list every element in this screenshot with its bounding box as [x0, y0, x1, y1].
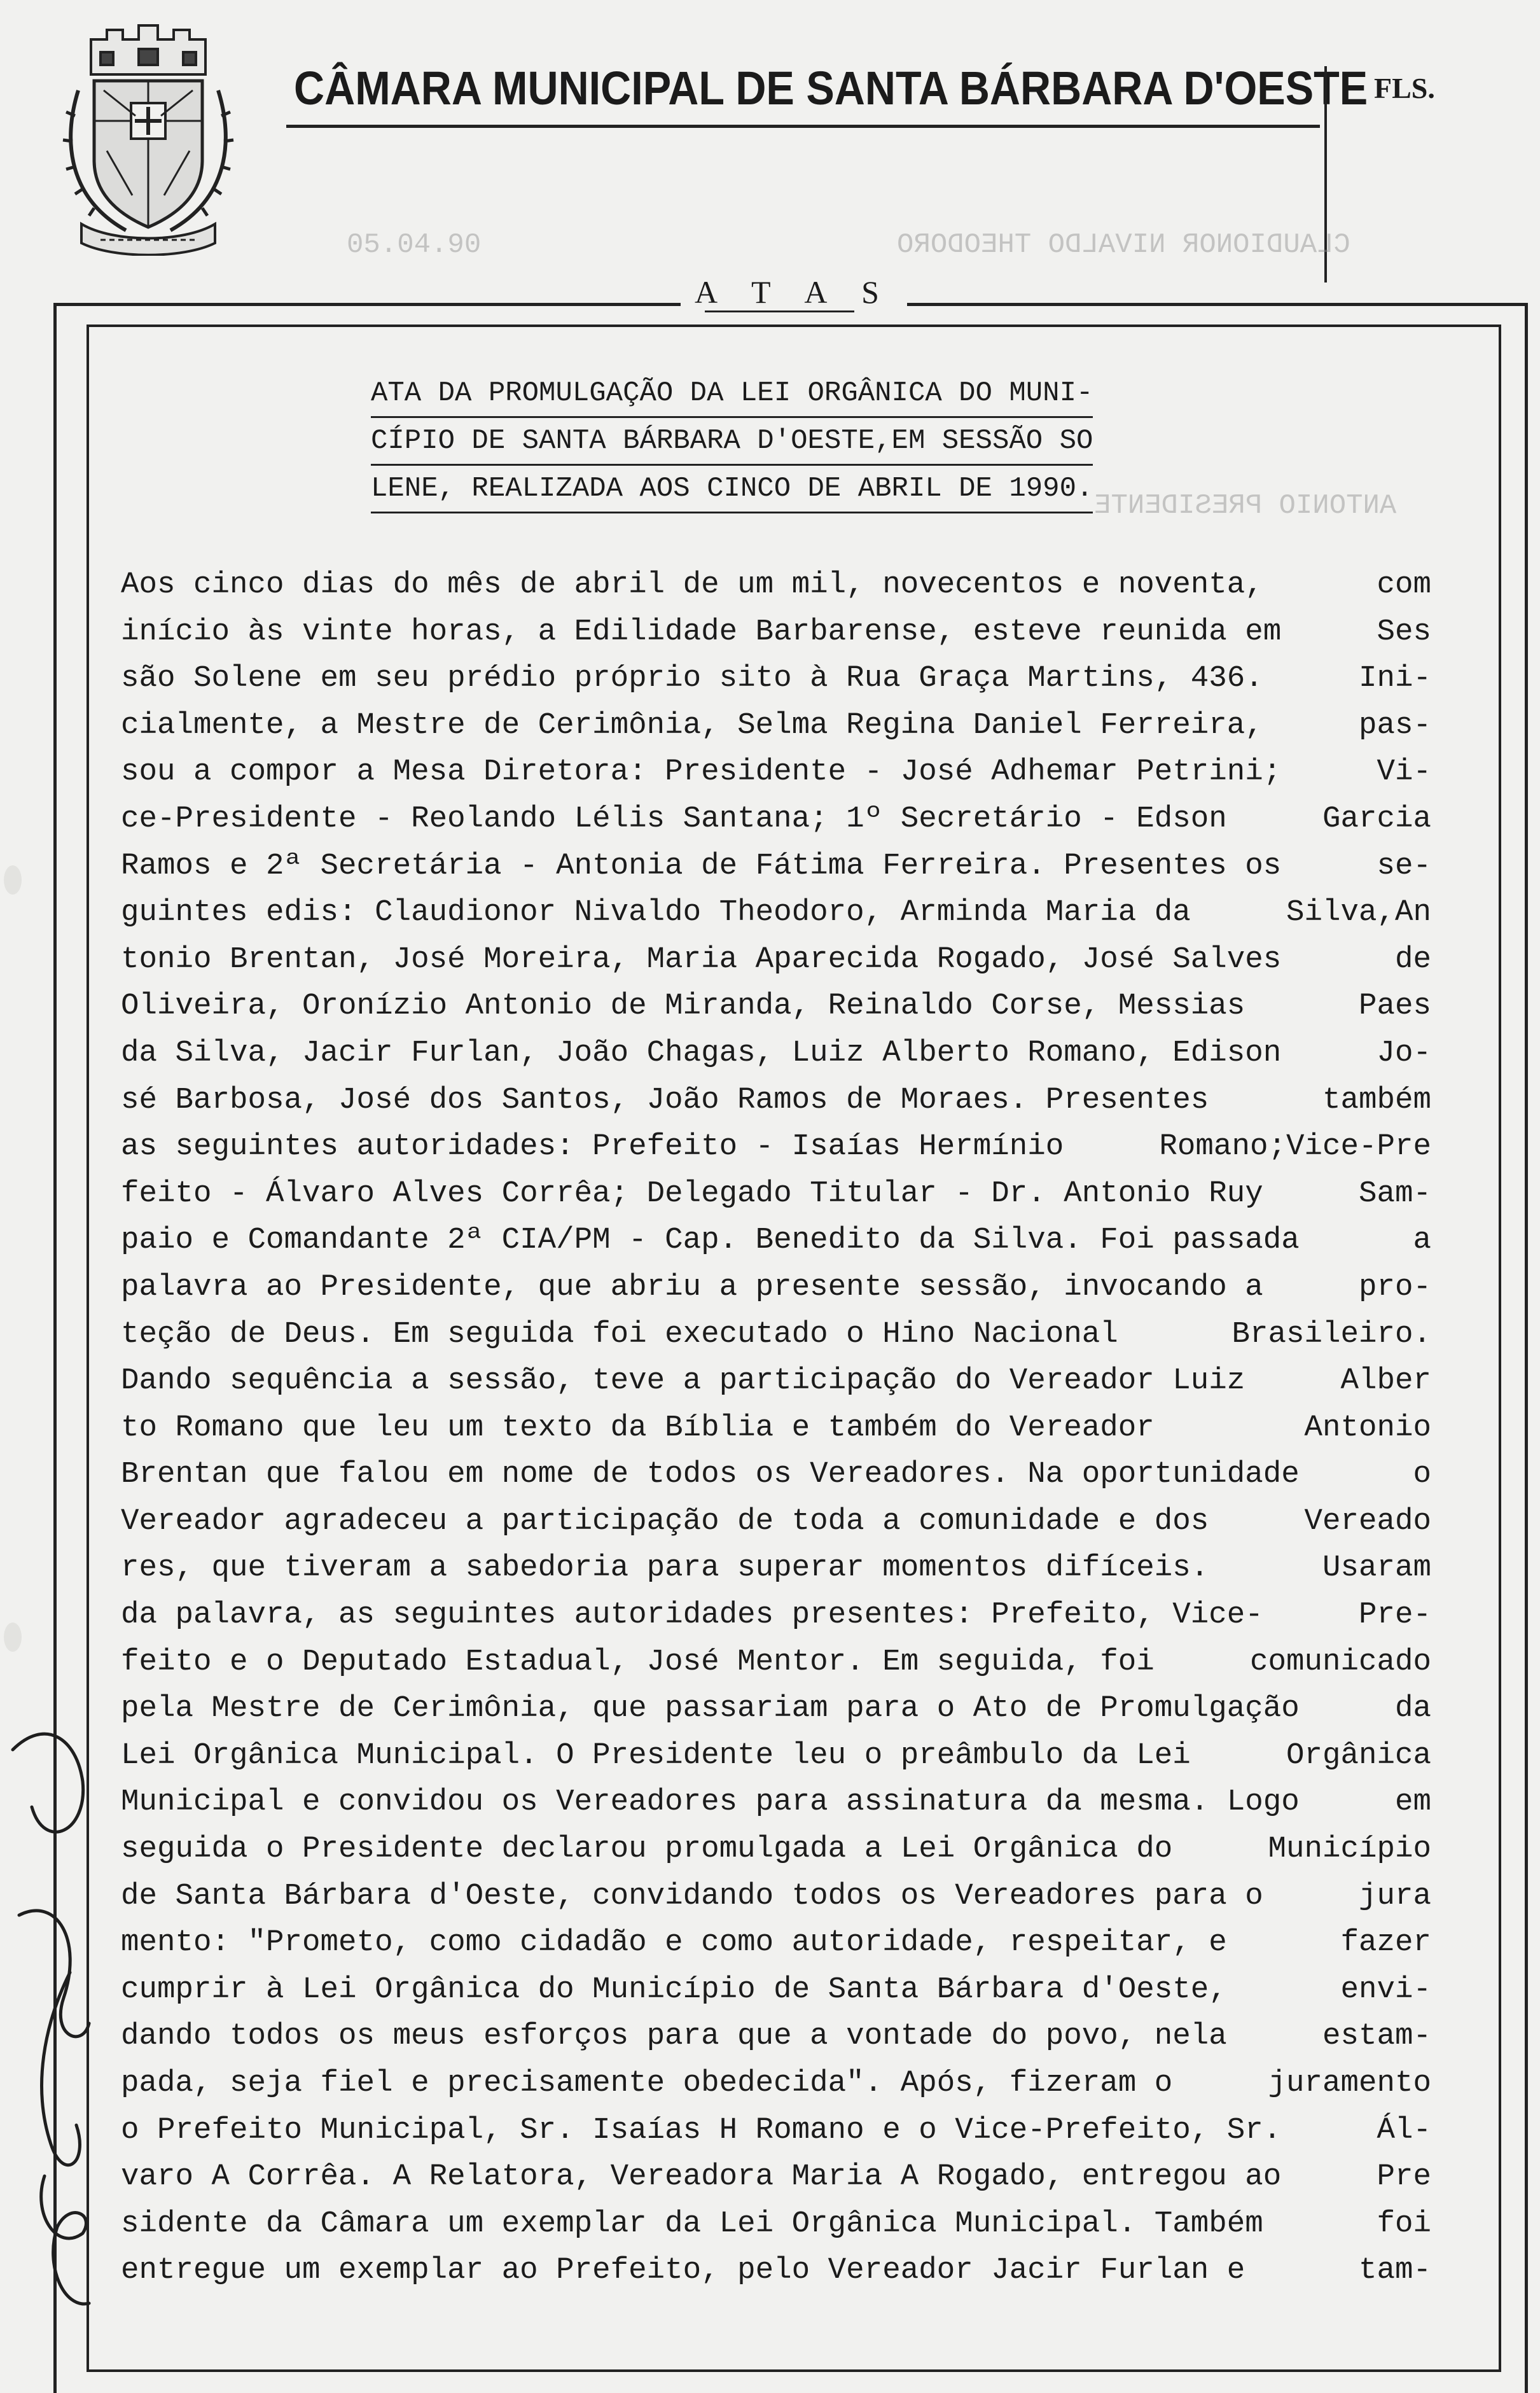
body-line-end: Pre [1377, 2159, 1431, 2194]
body-line-text: teção de Deus. Em seguida foi executado o Hino Nacional [121, 1316, 1118, 1351]
body-line [121, 2060, 1431, 2107]
body-line-end: Ini- [1358, 661, 1431, 696]
body-line-end: Usaram [1322, 1551, 1431, 1586]
body-line-end: Vi- [1377, 755, 1431, 790]
body-line [121, 1639, 1431, 1686]
body-line [121, 1405, 1431, 1452]
body-line-text: feito - Álvaro Alves Corrêa; Delegado Titular - Dr. Antonio Ruy [121, 1176, 1263, 1211]
body-line-text: seguida o Presidente declarou promulgada a Lei Orgânica do [121, 1832, 1173, 1867]
body-line-end: Paes [1358, 989, 1431, 1024]
body-line-text: entregue um exemplar ao Prefeito, pelo Vereador Jacir Furlan e [121, 2253, 1245, 2288]
body-line-end: Ses [1377, 614, 1431, 649]
folio-label: FLS. [1374, 72, 1435, 104]
body-line [121, 1592, 1431, 1639]
body-line [121, 749, 1431, 796]
body-line-end: se- [1377, 848, 1431, 883]
body-line-text: sidente da Câmara um exemplar da Lei Orgânica Municipal. Também [121, 2206, 1263, 2241]
body-line-text: as seguintes autoridades: Prefeito - Isaías Hermínio [121, 1129, 1064, 1164]
body-line-end: a [1413, 1223, 1431, 1258]
body-line-end: Ál- [1377, 2112, 1431, 2147]
punch-hole [4, 865, 22, 895]
body-line-end: Garcia [1322, 801, 1431, 836]
body-line [121, 2201, 1431, 2248]
body-line-text: guintes edis: Claudionor Nivaldo Theodoro, Arminda Maria da [121, 895, 1191, 930]
body-line-text: palavra ao Presidente, que abriu a presente sessão, invocando a [121, 1269, 1263, 1304]
body-line [121, 1873, 1431, 1920]
body-line-end: Silva,An [1286, 895, 1431, 930]
body-line-text: mento: "Prometo, como cidadão e como autoridade, respeitar, e [121, 1925, 1227, 1960]
body-line-text: sé Barbosa, José dos Santos, João Ramos de Moraes. Presentes [121, 1082, 1209, 1117]
body-line [121, 937, 1431, 984]
body-line [121, 1779, 1431, 1826]
document-title [371, 370, 1163, 513]
document-title-line: ATA DA PROMULGAÇÃO DA LEI ORGÂNICA DO MUNI- [371, 370, 1093, 418]
body-line [121, 1920, 1431, 1967]
body-line-end: estam- [1322, 2019, 1431, 2054]
body-line-text: paio e Comandante 2ª CIA/PM - Cap. Benedito da Silva. Foi passada [121, 1223, 1300, 1258]
body-line-end: pas- [1358, 708, 1431, 743]
body-line-end: comunicado [1249, 1644, 1431, 1679]
body-line-end: Sam- [1358, 1176, 1431, 1211]
body-line [121, 1451, 1431, 1498]
body-line-text: de Santa Bárbara d'Oeste, convidando todos os Vereadores para o [121, 1878, 1263, 1913]
body-line-end: Pre- [1358, 1598, 1431, 1633]
body-line-end: envi- [1340, 1972, 1431, 2007]
body-line [121, 1498, 1431, 1545]
body-line-text: dando todos os meus esforços para que a vontade do povo, nela [121, 2019, 1227, 2054]
body-line-text: Oliveira, Oronízio Antonio de Miranda, Reinaldo Corse, Messias [121, 989, 1245, 1024]
body-line [121, 609, 1431, 656]
body-line-end: Alber [1340, 1364, 1431, 1399]
body-line-text: ce-Presidente - Reolando Lélis Santana; 1º Secretário - Edson [121, 801, 1227, 836]
body-line [121, 1545, 1431, 1592]
body-line [121, 1171, 1431, 1218]
punch-hole [4, 1622, 22, 1652]
margin-signature [6, 1642, 102, 2341]
body-line-end: Antonio [1304, 1410, 1431, 1445]
body-line-end: foi [1377, 2206, 1431, 2241]
body-line-text: feito e o Deputado Estadual, José Mentor. Em seguida, foi [121, 1644, 1155, 1679]
body-line-end: Vereado [1304, 1503, 1431, 1538]
body-line-text: da Silva, Jacir Furlan, João Chagas, Luiz Alberto Romano, Edison [121, 1035, 1282, 1070]
body-line-end: tam- [1358, 2253, 1431, 2288]
body-line-end: Município [1268, 1832, 1431, 1867]
body-line [121, 655, 1431, 702]
body-line [121, 796, 1431, 843]
body-line-text: Municipal e convidou os Vereadores para assinatura da mesma. Logo [121, 1785, 1300, 1820]
body-line [121, 1733, 1431, 1780]
body-line-end: o [1413, 1457, 1431, 1492]
body-line-text: são Solene em seu prédio próprio sito à Rua Graça Martins, 436. [121, 661, 1263, 696]
body-line-text: Lei Orgânica Municipal. O Presidente leu o preâmbulo da Lei [121, 1738, 1191, 1773]
body-line [121, 1358, 1431, 1405]
municipal-crest-logo [56, 14, 240, 256]
body-line-text: pela Mestre de Cerimônia, que passariam para o Ato de Promulgação [121, 1691, 1300, 1726]
body-line [121, 2154, 1431, 2201]
body-line-text: res, que tiveram a sabedoria para superar momentos difíceis. [121, 1551, 1209, 1586]
body-line [121, 983, 1431, 1030]
body-line-end: jura [1358, 1878, 1431, 1913]
body-line-text: Dando sequência a sessão, teve a participação do Vereador Luiz [121, 1364, 1245, 1399]
body-line-end: da [1394, 1691, 1431, 1726]
body-line-end: Jo- [1377, 1035, 1431, 1070]
bleed-through-signature-caption: ANTONIO PRESIDENTE [1094, 490, 1397, 522]
body-line-text: pada, seja fiel e precisamente obedecida". Após, fizeram o [121, 2066, 1173, 2100]
body-line-text: da palavra, as seguintes autoridades presentes: Prefeito, Vice- [121, 1598, 1263, 1633]
body-line-text: Vereador agradeceu a participação de toda a comunidade e dos [121, 1503, 1209, 1538]
body-line-text: cialmente, a Mestre de Cerimônia, Selma Regina Daniel Ferreira, [121, 708, 1263, 743]
body-line-end: Orgânica [1286, 1738, 1431, 1773]
body-line-text: o Prefeito Municipal, Sr. Isaías H Romano e o Vice-Prefeito, Sr. [121, 2112, 1282, 2147]
body-line [121, 1826, 1431, 1873]
section-heading-underline [705, 310, 854, 312]
body-line-text: Brentan que falou em nome de todos os Vereadores. Na oportunidade [121, 1457, 1300, 1492]
body-line-end: com [1377, 568, 1431, 602]
body-line-end: Brasileiro. [1231, 1316, 1431, 1351]
section-heading: A T A S [681, 274, 907, 310]
body-line-end: juramento [1268, 2066, 1431, 2100]
body-line [121, 1124, 1431, 1171]
body-line [121, 2107, 1431, 2154]
body-line-end: também [1322, 1082, 1431, 1117]
body-line [121, 1311, 1431, 1358]
body-line [121, 1030, 1431, 1077]
body-line [121, 702, 1431, 750]
body-line [121, 562, 1431, 609]
body-line-end: fazer [1340, 1925, 1431, 1960]
header-underline [286, 125, 1320, 128]
bleed-through-name: CLAUDIONOR NIVALDO THEODORO [897, 229, 1350, 261]
body-line [121, 1967, 1431, 2014]
body-line [121, 1685, 1431, 1733]
body-line-end: em [1394, 1785, 1431, 1820]
body-line-text: tonio Brentan, José Moreira, Maria Aparecida Rogado, José Salves [121, 942, 1282, 977]
body-line-end: de [1394, 942, 1431, 977]
body-line [121, 2247, 1431, 2294]
body-line-text: Aos cinco dias do mês de abril de um mil, novecentos e noventa, [121, 568, 1263, 602]
body-line-text: Ramos e 2ª Secretária - Antonia de Fátima Ferreira. Presentes os [121, 848, 1282, 883]
body-line [121, 2013, 1431, 2060]
body-line-text: to Romano que leu um texto da Bíblia e também do Vereador [121, 1410, 1155, 1445]
body-line-text: início às vinte horas, a Edilidade Barbarense, esteve reunida em [121, 614, 1282, 649]
document-title-line: CÍPIO DE SANTA BÁRBARA D'OESTE,EM SESSÃO SO [371, 418, 1093, 466]
body-line [121, 890, 1431, 937]
body-line [121, 1264, 1431, 1311]
document-title-line: LENE, REALIZADA AOS CINCO DE ABRIL DE 1990. [371, 466, 1093, 513]
body-line-end: pro- [1358, 1269, 1431, 1304]
body-line-text: cumprir à Lei Orgânica do Município de Santa Bárbara d'Oeste, [121, 1972, 1227, 2007]
body-line [121, 1077, 1431, 1124]
minutes-body [121, 562, 1431, 2294]
header-title: CÂMARA MUNICIPAL DE SANTA BÁRBARA D'OESTE [294, 62, 1368, 115]
body-line-text: varo A Corrêa. A Relatora, Vereadora Maria A Rogado, entregou ao [121, 2159, 1282, 2194]
body-line [121, 1217, 1431, 1264]
body-line [121, 843, 1431, 890]
body-line-end: Romano;Vice-Pre [1159, 1129, 1431, 1164]
body-line-text: sou a compor a Mesa Diretora: Presidente - José Adhemar Petrini; [121, 755, 1282, 790]
bleed-through-date: 05.04.90 [347, 229, 482, 261]
